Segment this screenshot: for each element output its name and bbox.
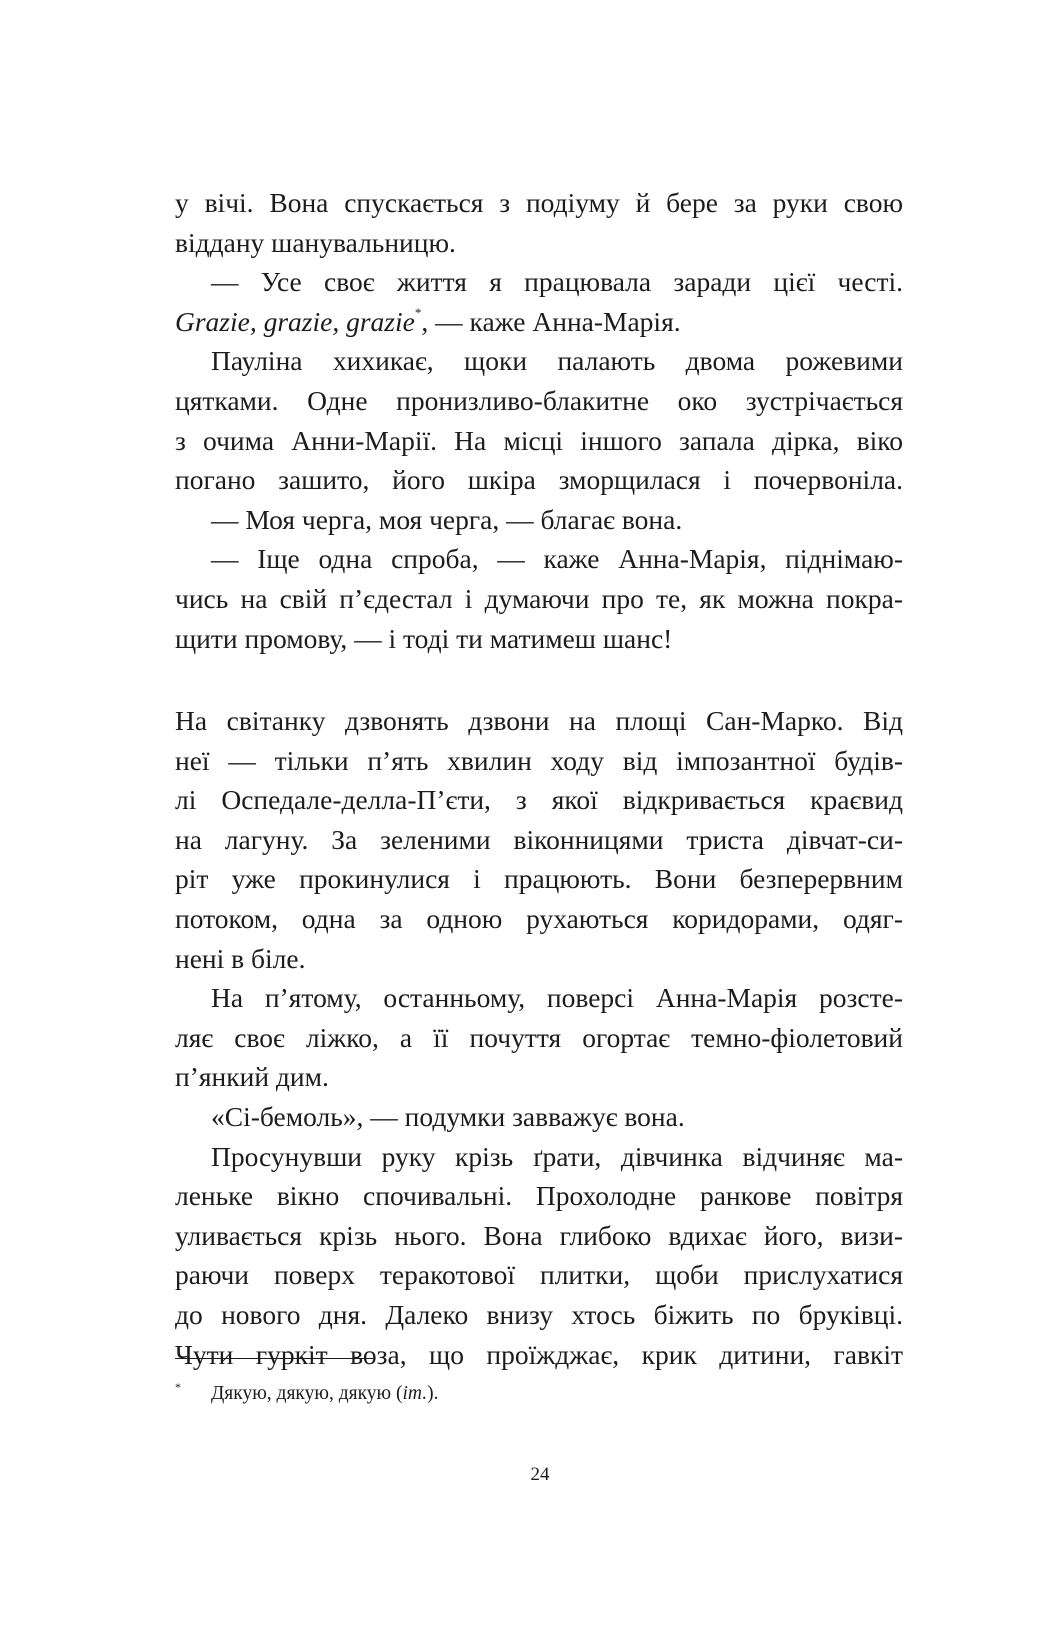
text-block-lower [175,701,903,1374]
text-line: щити промову, — і тоді ти матимеш шанс! [175,622,673,654]
text-line: у вічі. Вона спускається з подіуму й бере за руки свою [175,187,903,218]
text-line: — Моя черга, моя черга, — благає вона. [211,503,683,535]
text-span: , — каже Анна-Марія. [421,305,681,337]
text-line: цятками. Одне пронизливо-блакитне око зустрічається [175,384,903,416]
text-line: п’янкий дим. [175,1061,329,1093]
text-line: Просунувши руку крізь ґрати, дівчинка відчиняє ма- [211,1140,903,1172]
footnote: * Дякую, дякую, дякую (іт.). [175,1380,439,1404]
text-line: Пауліна хихикає, щоки палають двома рожевими [211,345,903,377]
text-line: потоком, одна за одною рухаються коридорами, одяг- [175,902,903,934]
text-line: «Сі-бемоль», — подумки завважує вона. [211,1100,685,1132]
text-line [175,302,903,342]
text-line: на лагуну. За зеленими віконницями триста дівчат-си- [175,823,903,855]
text-line: На п’ятому, останньому, поверсі Анна-Марія розсте- [211,982,903,1014]
text-line: ляє своє ліжко, а її почуття огортає темно-фіолетовий [175,1021,903,1053]
text-line: з очима Анни-Марії. На місці іншого запала дірка, віко [175,424,903,456]
footnote-text-end: ). [427,1383,439,1404]
italian-phrase: Grazie, grazie, grazie [175,305,415,337]
text-line: — Усе своє життя я працювала заради цієї честі. [211,266,903,298]
footnote-reference: * [414,304,422,320]
text-line: леньке вікно спочивальні. Прохолодне ранкове повітря [175,1180,903,1212]
text-line: На світанку дзвонять дзвони на площі Сан-Марко. Від [175,705,903,736]
page-number: 24 [530,1464,550,1485]
footnote-abbreviation: іт. [402,1383,428,1404]
text-line: — Іще одна спроба, — каже Анна-Марія, піднімаю- [211,543,903,575]
text-block-upper [175,183,903,658]
text-line: неї — тільки п’ять хвилин ходу від імпозантної будів- [175,744,903,776]
text-line: чись на свій п’єдестал і думаючи про те, як можна покра- [175,582,903,614]
text-line: до нового дня. Далеко внизу хтось біжить по бруківці. [175,1298,903,1330]
text-line: Чути гуркіт воза, що проїжджає, крик дитини, гавкіт [175,1338,903,1370]
text-line: погано зашито, його шкіра зморщилася і почервоніла. [175,464,903,496]
text-line: нені в біле. [175,942,306,974]
text-line: віддану шанувальницю. [175,226,456,258]
text-line: ріт уже прокинулися і працюють. Вони безперервним [175,863,903,895]
footnote-text: Дякую, дякую, дякую ( [211,1383,403,1404]
text-line: лі Оспедале-делла-П’єти, з якої відкривається краєвид [175,784,903,816]
text-line: раючи поверх теракотової плитки, щоби прислухатися [175,1259,903,1291]
text-line: уливається крізь нього. Вона глибоко вдихає його, визи- [175,1219,903,1251]
footnote-divider [175,1358,373,1359]
